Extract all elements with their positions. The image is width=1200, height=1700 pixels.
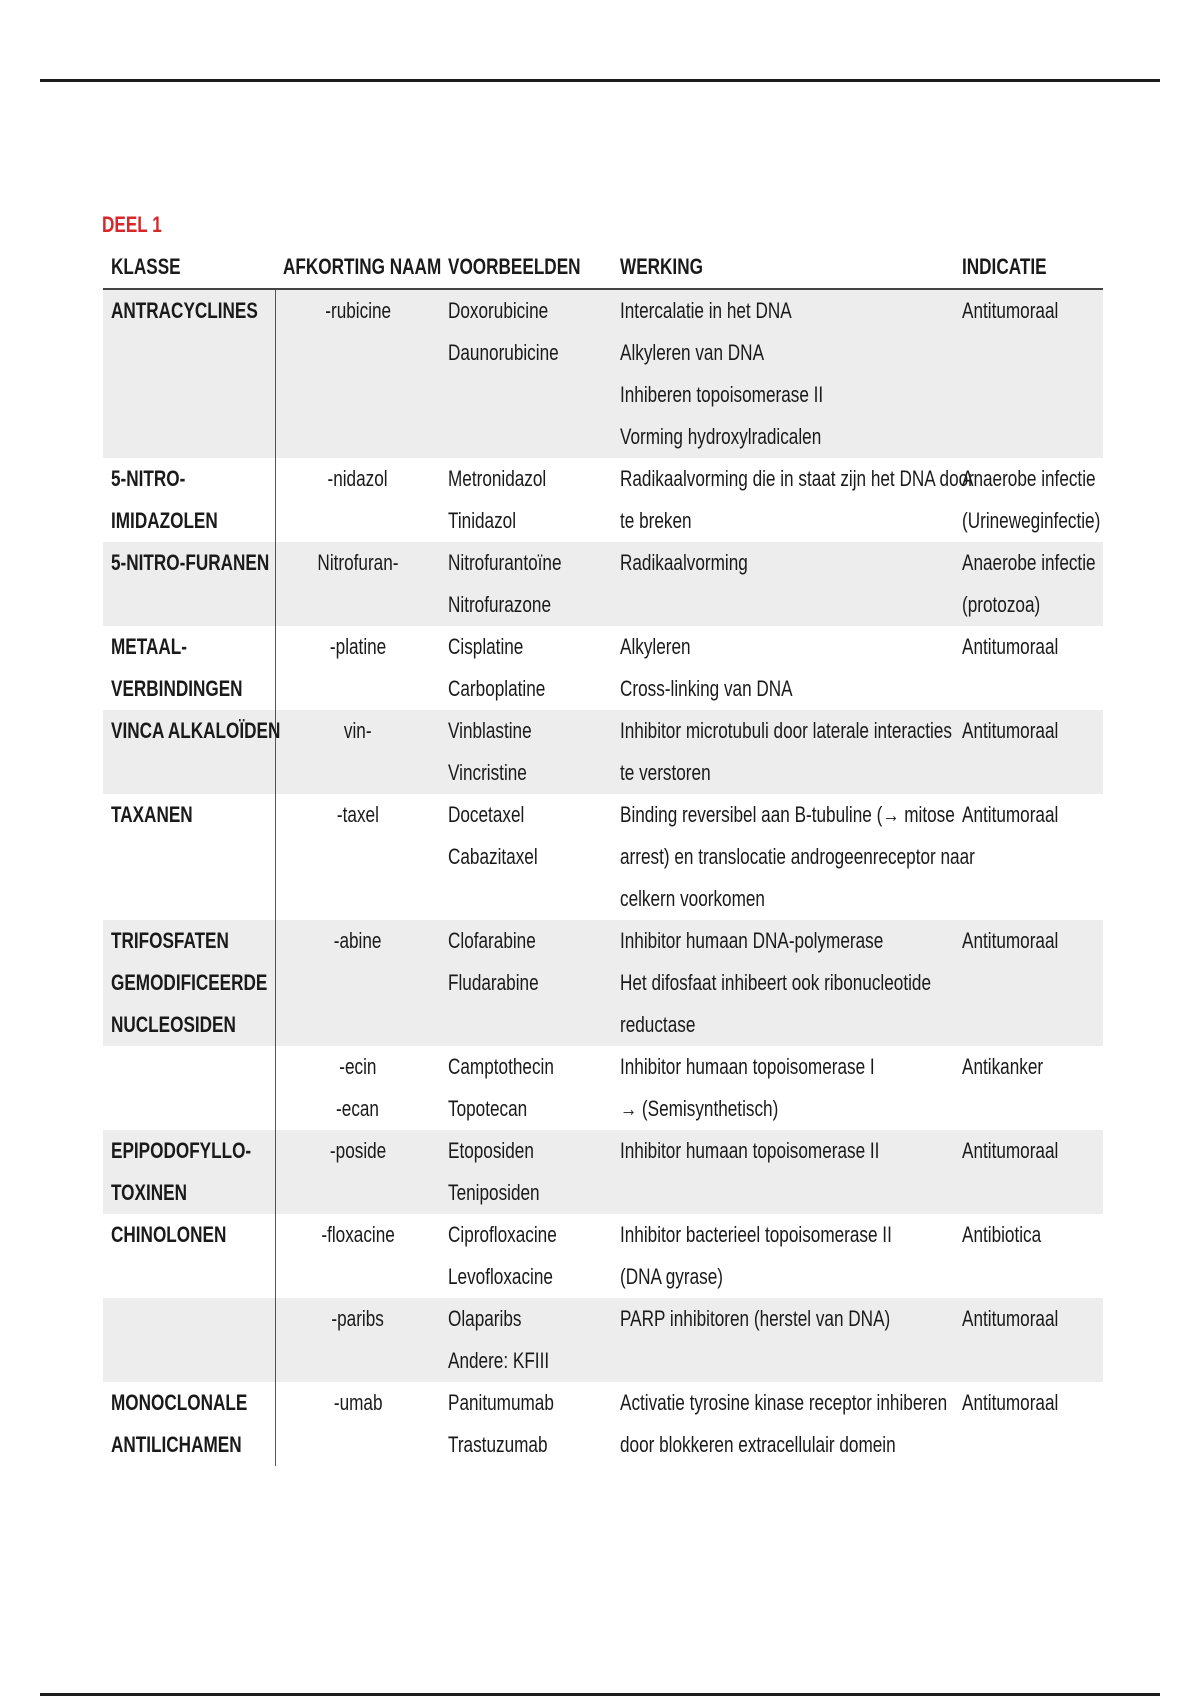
mechanism-cell	[612, 920, 954, 1046]
mechanism-text: arrest) en translocatie androgeenreceptor naar	[620, 844, 975, 869]
abbreviation-text: -ecin	[339, 1054, 377, 1079]
class-name-cell	[103, 289, 275, 458]
table-row	[103, 289, 1103, 458]
mechanism-text: Alkyleren	[620, 634, 691, 659]
mechanism-text: door blokkeren extracellulair domein	[620, 1432, 896, 1457]
section-title: DEEL 1	[102, 212, 162, 237]
bottom-rule	[40, 1693, 1160, 1696]
class-name-text: METAAL-	[111, 634, 187, 659]
class-name-text: MONOCLONALE	[111, 1390, 248, 1415]
class-name-text: TRIFOSFATEN	[111, 928, 229, 953]
indication-text: Antitumoraal	[962, 928, 1059, 953]
examples-text: Doxorubicine	[448, 298, 549, 323]
class-name-cell	[103, 794, 275, 920]
indication-cell	[954, 1214, 1103, 1298]
abbreviation-cell	[275, 1130, 440, 1214]
examples-cell	[440, 542, 612, 626]
mechanism-cell	[612, 289, 954, 458]
indication-text: Anaerobe infectie	[962, 550, 1096, 575]
table-row	[103, 920, 1103, 1046]
class-name-text: IMIDAZOLEN	[111, 508, 218, 533]
class-name-text: ANTRACYCLINES	[111, 298, 258, 323]
class-name-cell	[103, 542, 275, 626]
abbreviation-text: -taxel	[336, 802, 379, 827]
abbreviation-cell	[275, 1298, 440, 1382]
mechanism-text: Activatie tyrosine kinase receptor inhiberen	[620, 1390, 948, 1415]
examples-cell	[440, 710, 612, 794]
top-rule	[40, 79, 1160, 82]
indication-text: Anaerobe infectie	[962, 466, 1096, 491]
mechanism-cell	[612, 626, 954, 710]
examples-cell	[440, 1382, 612, 1466]
class-name-cell	[103, 1214, 275, 1298]
examples-text: Daunorubicine	[448, 340, 559, 365]
class-name-cell	[103, 1298, 275, 1382]
indication-cell	[954, 1046, 1103, 1130]
examples-text: Olaparibs	[448, 1306, 522, 1331]
table-row	[103, 542, 1103, 626]
abbreviation-text: -umab	[333, 1390, 383, 1415]
examples-text: Docetaxel	[448, 802, 525, 827]
abbreviation-cell	[275, 542, 440, 626]
examples-text: Andere: KFIII	[448, 1348, 550, 1373]
class-name-text: CHINOLONEN	[111, 1222, 227, 1247]
indication-text: Antitumoraal	[962, 298, 1059, 323]
mechanism-text: Inhibitor humaan topoisomerase II	[620, 1138, 880, 1163]
class-name-text: VERBINDINGEN	[111, 676, 243, 701]
examples-text: Carboplatine	[448, 676, 546, 701]
examples-cell	[440, 1298, 612, 1382]
mechanism-text: Radikaalvorming die in staat zijn het DNA door	[620, 466, 974, 491]
class-name-cell	[103, 710, 281, 794]
mechanism-text: (DNA gyrase)	[620, 1264, 723, 1289]
examples-cell	[440, 458, 612, 542]
examples-cell	[440, 289, 612, 458]
examples-text: Topotecan	[448, 1096, 528, 1121]
abbreviation-cell	[275, 458, 440, 542]
examples-text: Nitrofurazone	[448, 592, 552, 617]
mechanism-cell	[612, 458, 974, 542]
mechanism-text: Inhibitor bacterieel topoisomerase II	[620, 1222, 892, 1247]
abbreviation-cell	[275, 289, 440, 458]
examples-text: Levofloxacine	[448, 1264, 553, 1289]
class-name-text: TOXINEN	[111, 1180, 187, 1205]
table-body	[103, 289, 1103, 1466]
class-name-cell	[103, 1046, 275, 1130]
abbreviation-text: vin-	[343, 718, 372, 743]
examples-text: Etoposiden	[448, 1138, 534, 1163]
examples-cell	[440, 1046, 612, 1130]
indication-cell	[954, 542, 1103, 626]
class-name-text: NUCLEOSIDEN	[111, 1012, 236, 1037]
table-row	[103, 1130, 1103, 1214]
mechanism-text: Inhibitor microtubuli door laterale interacties	[620, 718, 952, 743]
table-header-row	[103, 246, 1103, 289]
class-name-cell	[103, 626, 275, 710]
indication-text: Antitumoraal	[962, 718, 1059, 743]
abbreviation-text: -paribs	[331, 1306, 384, 1331]
mechanism-text: celkern voorkomen	[620, 886, 765, 911]
indication-cell	[954, 920, 1103, 1046]
examples-cell	[440, 1214, 612, 1298]
header-klasse: KLASSE	[103, 246, 275, 289]
mechanism-text: Intercalatie in het DNA	[620, 298, 792, 323]
indication-text: (protozoa)	[962, 592, 1041, 617]
class-name-text: VINCA ALKALOÏDEN	[111, 718, 281, 743]
indication-text: Antitumoraal	[962, 1390, 1059, 1415]
header-indicatie: INDICATIE	[954, 246, 1103, 289]
abbreviation-cell	[275, 1382, 440, 1466]
examples-text: Metronidazol	[448, 466, 547, 491]
indication-text: Antikanker	[962, 1054, 1044, 1079]
mechanism-text: te verstoren	[620, 760, 711, 785]
abbreviation-text: Nitrofuran-	[317, 550, 399, 575]
indication-cell	[954, 710, 1103, 794]
class-name-cell	[103, 1130, 275, 1214]
indication-text: Antitumoraal	[962, 1306, 1059, 1331]
drug-class-table	[103, 246, 1103, 1466]
examples-cell	[440, 1130, 612, 1214]
mechanism-cell	[612, 1298, 954, 1382]
mechanism-text: Alkyleren van DNA	[620, 340, 765, 365]
indication-text: Antitumoraal	[962, 634, 1059, 659]
mechanism-text: Vorming hydroxylradicalen	[620, 424, 822, 449]
class-name-text: TAXANEN	[111, 802, 193, 827]
abbreviation-cell	[275, 794, 440, 920]
examples-cell	[440, 794, 612, 920]
header-voorbeelden: VOORBEELDEN	[440, 246, 612, 289]
examples-text: Cabazitaxel	[448, 844, 538, 869]
header-afkorting: AFKORTING NAAM	[275, 246, 440, 289]
class-name-text: ANTILICHAMEN	[111, 1432, 242, 1457]
mechanism-text: Cross-linking van DNA	[620, 676, 793, 701]
mechanism-cell	[612, 542, 954, 626]
mechanism-text: reductase	[620, 1012, 696, 1037]
examples-text: Fludarabine	[448, 970, 539, 995]
abbreviation-cell	[275, 1214, 440, 1298]
abbreviation-text: -floxacine	[321, 1222, 395, 1247]
class-name-cell	[103, 458, 275, 542]
mechanism-text: te breken	[620, 508, 692, 533]
indication-cell	[954, 794, 1103, 920]
abbreviation-text: -platine	[329, 634, 386, 659]
class-name-cell	[103, 920, 275, 1046]
examples-text: Trastuzumab	[448, 1432, 548, 1457]
mechanism-text: Inhibitor humaan topoisomerase I	[620, 1054, 875, 1079]
indication-text: Antibiotica	[962, 1222, 1042, 1247]
mechanism-cell	[612, 794, 975, 920]
table-row	[103, 794, 1103, 920]
examples-text: Panitumumab	[448, 1390, 554, 1415]
abbreviation-cell	[275, 920, 440, 1046]
indication-cell	[954, 458, 1103, 542]
indication-cell	[954, 1298, 1103, 1382]
table-row	[103, 626, 1103, 710]
abbreviation-text: -poside	[329, 1138, 386, 1163]
table-row	[103, 710, 1103, 794]
table-row	[103, 1382, 1103, 1466]
header-werking: WERKING	[612, 246, 954, 289]
class-name-text: 5-NITRO-FURANEN	[111, 550, 270, 575]
table-row	[103, 1298, 1103, 1382]
mechanism-text: Radikaalvorming	[620, 550, 748, 575]
mechanism-cell	[612, 1130, 954, 1214]
mechanism-cell	[612, 1382, 954, 1466]
abbreviation-text: -ecan	[336, 1096, 380, 1121]
class-name-text: GEMODIFICEERDE	[111, 970, 268, 995]
mechanism-text: Binding reversibel aan B-tubuline (→ mitose	[620, 802, 955, 827]
abbreviation-cell	[275, 710, 440, 794]
class-name-cell	[103, 1382, 275, 1466]
abbreviation-cell	[275, 626, 440, 710]
mechanism-text: Het difosfaat inhibeert ook ribonucleotide	[620, 970, 931, 995]
indication-text: (Urineweginfectie)	[962, 508, 1101, 533]
abbreviation-cell	[275, 1046, 440, 1130]
mechanism-cell	[612, 1214, 954, 1298]
examples-text: Tinidazol	[448, 508, 517, 533]
class-name-text: 5-NITRO-	[111, 466, 186, 491]
examples-text: Nitrofurantoïne	[448, 550, 562, 575]
examples-text: Clofarabine	[448, 928, 536, 953]
examples-text: Cisplatine	[448, 634, 524, 659]
examples-text: Vincristine	[448, 760, 527, 785]
examples-cell	[440, 626, 612, 710]
class-name-text: EPIPODOFYLLO-	[111, 1138, 252, 1163]
mechanism-text: PARP inhibitoren (herstel van DNA)	[620, 1306, 891, 1331]
examples-text: Vinblastine	[448, 718, 532, 743]
mechanism-cell	[612, 1046, 954, 1130]
examples-text: Ciprofloxacine	[448, 1222, 557, 1247]
indication-cell	[954, 289, 1103, 458]
mechanism-cell	[612, 710, 954, 794]
table-row	[103, 1046, 1103, 1130]
table-row	[103, 1214, 1103, 1298]
mechanism-text: Inhiberen topoisomerase II	[620, 382, 824, 407]
indication-cell	[954, 1130, 1103, 1214]
mechanism-text: → (Semisynthetisch)	[620, 1096, 779, 1121]
indication-text: Antitumoraal	[962, 1138, 1059, 1163]
abbreviation-text: -abine	[333, 928, 382, 953]
abbreviation-text: -nidazol	[327, 466, 388, 491]
examples-text: Camptothecin	[448, 1054, 554, 1079]
indication-cell	[954, 626, 1103, 710]
indication-text: Antitumoraal	[962, 802, 1059, 827]
mechanism-text: Inhibitor humaan DNA-polymerase	[620, 928, 884, 953]
indication-cell	[954, 1382, 1103, 1466]
abbreviation-text: -rubicine	[324, 298, 391, 323]
table-row	[103, 458, 1103, 542]
examples-cell	[440, 920, 612, 1046]
examples-text: Teniposiden	[448, 1180, 540, 1205]
